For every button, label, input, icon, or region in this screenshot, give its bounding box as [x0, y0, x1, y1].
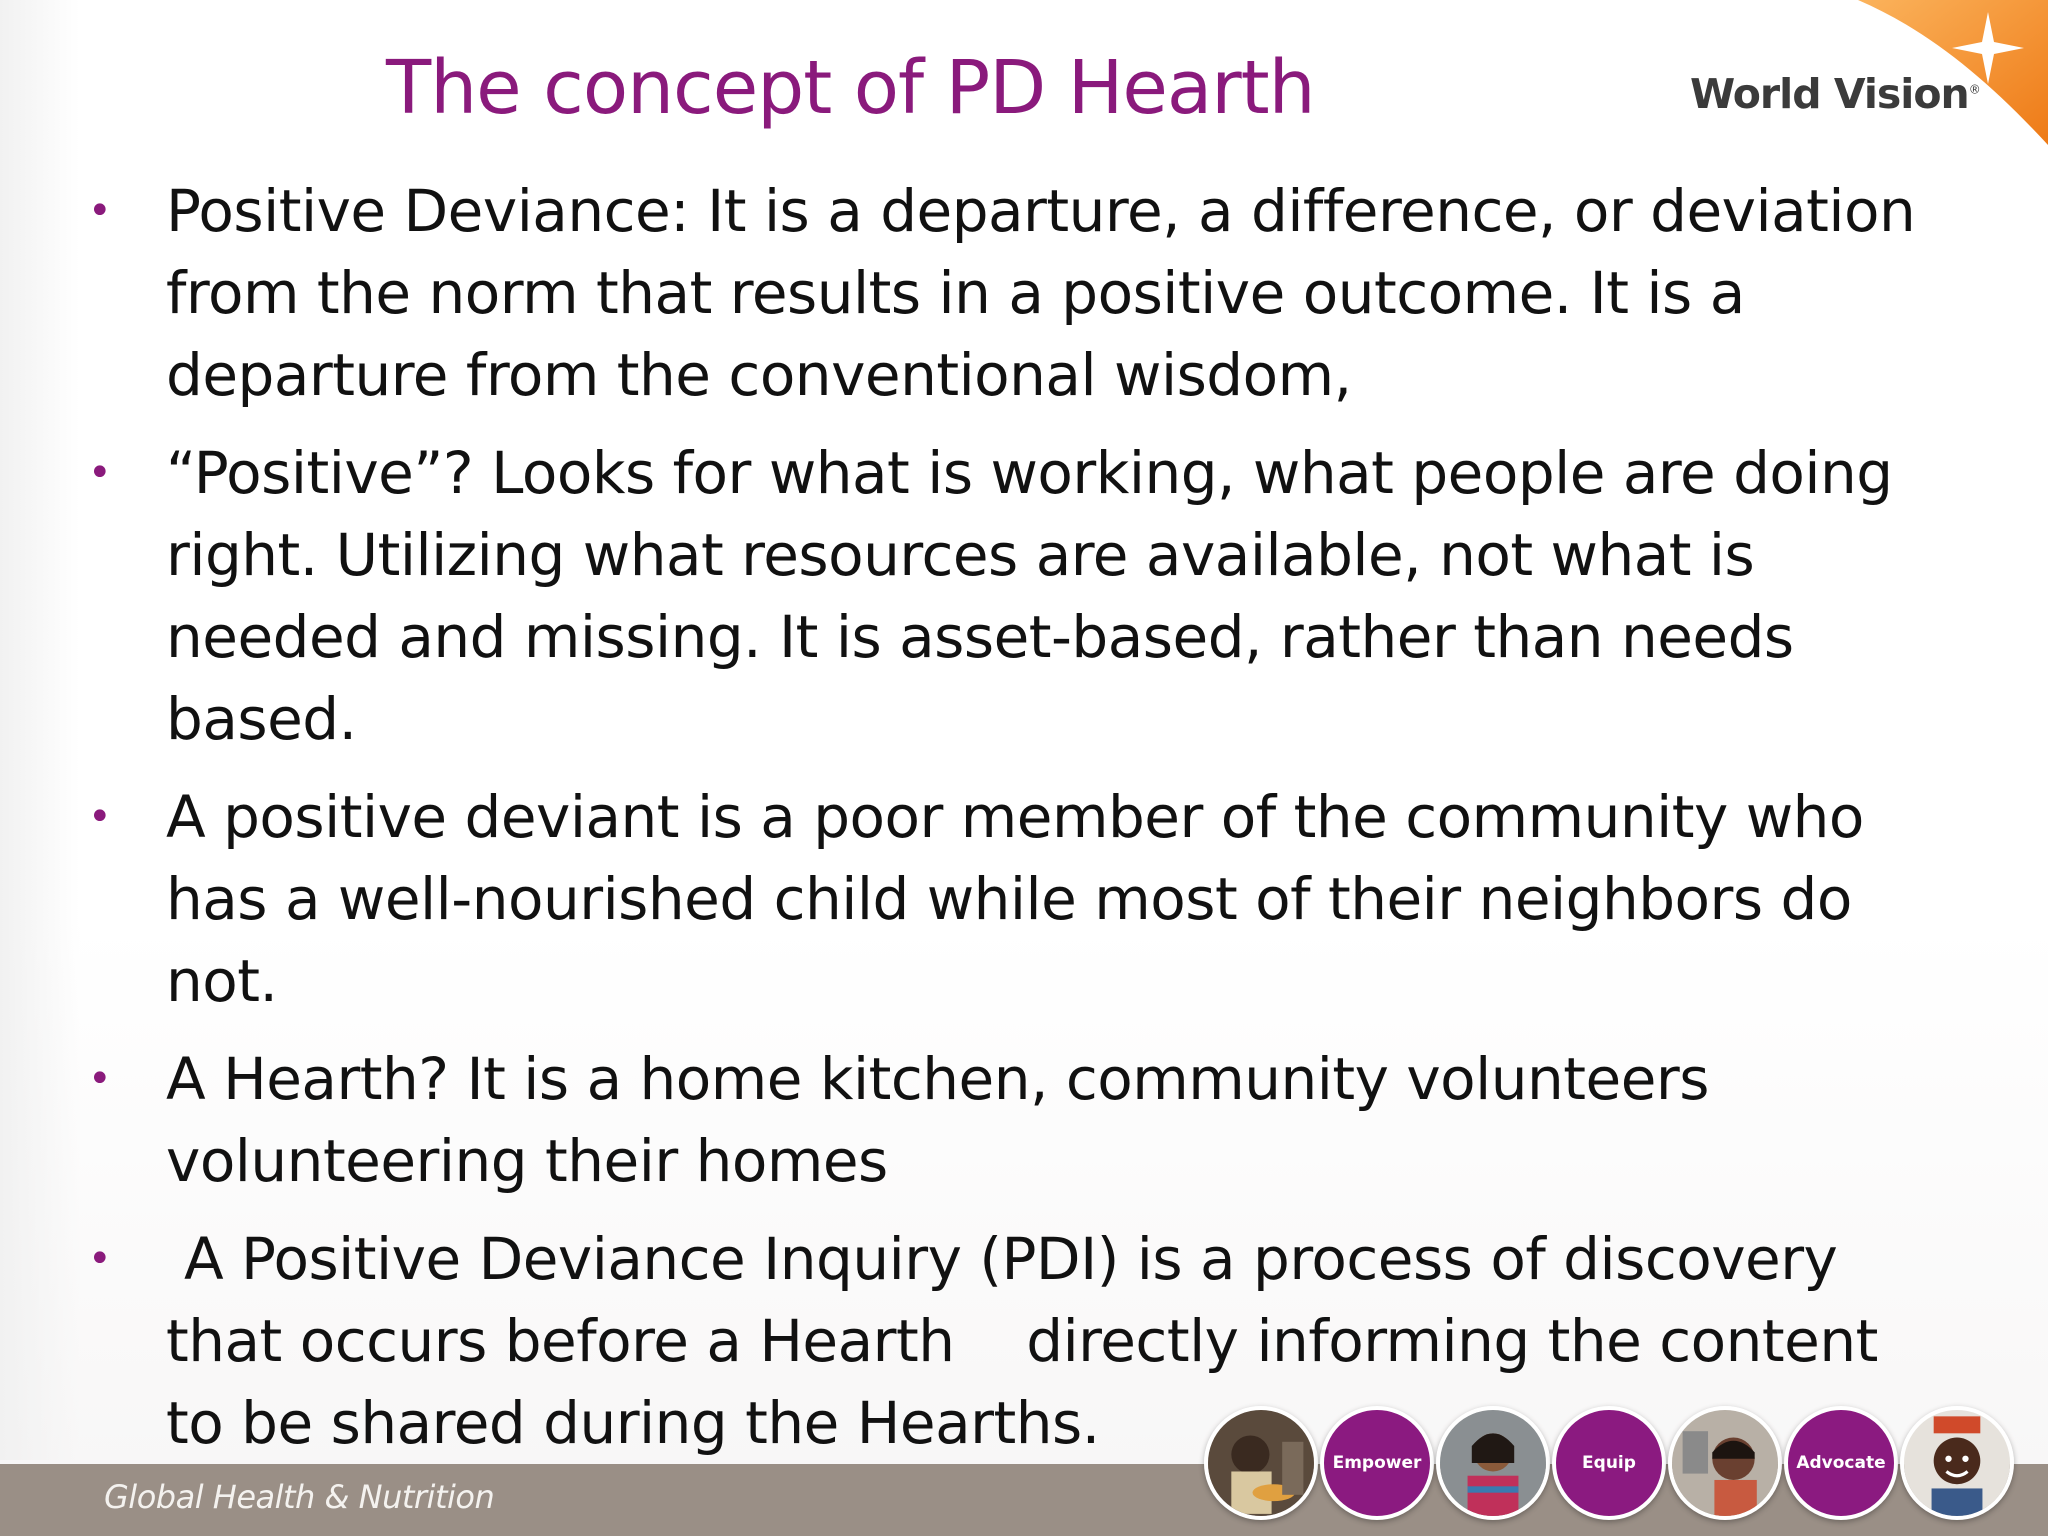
equip-badge: Equip — [1552, 1406, 1666, 1520]
bullet-dot: • — [88, 1236, 112, 1282]
bullet-text: A positive deviant is a poor member of the community who has a well-nourished child while most of their neighbors do not. — [166, 783, 1864, 1015]
logo-text: World Vision — [1690, 70, 1969, 118]
world-vision-logo — [1690, 70, 1980, 118]
bullet-dot: • — [88, 794, 112, 840]
bullet-text: A Positive Deviance Inquiry (PDI) is a process of discovery that occurs before a Hearth directly informing the content to be shared during the Hearths. — [166, 1225, 1896, 1457]
bullet-dot: • — [88, 188, 112, 234]
bullet-list — [0, 170, 2000, 1480]
child-with-bowl-photo — [1204, 1406, 1318, 1520]
girl-photo — [1436, 1406, 1550, 1520]
bullet-item — [0, 1038, 2000, 1202]
logo-registered-mark: ® — [1968, 82, 1980, 97]
bullet-text: Positive Deviance: It is a departure, a difference, or deviation from the norm that results in a positive outcome. It is a departure from the conventional wisdom, — [166, 177, 1916, 409]
bullet-text: A Hearth? It is a home kitchen, community volunteers volunteering their homes — [166, 1045, 1709, 1195]
bullet-item — [0, 776, 2000, 1022]
bullet-text: “Positive”? Looks for what is working, what people are doing right. Utilizing what resources are available, not what is needed and missing. It is asset-based, rather than needs based. — [166, 439, 1893, 753]
bullet-item — [0, 432, 2000, 760]
footer-title: Global Health & Nutrition — [104, 1478, 495, 1516]
badge-row — [1204, 1406, 2024, 1526]
advocate-badge: Advocate — [1784, 1406, 1898, 1520]
boy-photo — [1900, 1406, 2014, 1520]
child-photo — [1668, 1406, 1782, 1520]
empower-badge: Empower — [1320, 1406, 1434, 1520]
bullet-item — [0, 170, 2000, 416]
bullet-dot: • — [88, 1056, 112, 1102]
slide-title: The concept of PD Hearth — [386, 45, 1315, 131]
bullet-dot: • — [88, 450, 112, 496]
